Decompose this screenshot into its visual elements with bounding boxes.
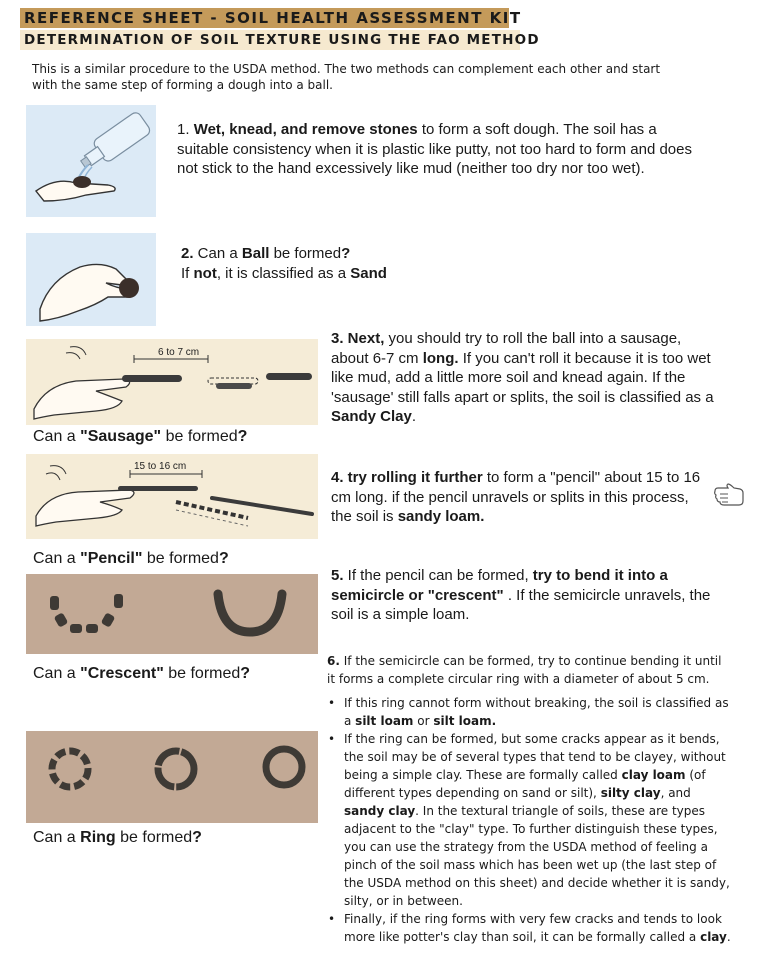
page-subtitle: DETERMINATION OF SOIL TEXTURE USING THE FAO METHOD: [20, 30, 520, 50]
bullet-clay: • Finally, if the ring forms with very few cracks and tends to look more like potter's clay than soil, it can be formally called a clay.: [328, 910, 732, 946]
hand-ball-illustration: [26, 233, 156, 326]
step-6-text: 6. If the semicircle can be formed, try to continue bending it until it forms a complete circular ring with a diameter of about 5 cm.: [327, 654, 722, 686]
step-4-text: 4. try rolling it further to form a "pencil" about 15 to 16 cm long. if the pencil unravels or splits in this process, the soil is sandy loam.: [331, 469, 701, 525]
sausage-rolling-sketch: [26, 339, 318, 425]
bullet-clay-types: • If the ring can be formed, but some cracks appear as it bends, the soil may be of several types that tend to be clayey, without being a simple clay. These are formally called clay loam (of different types depending on sand or silt), silty clay, and sandy clay. In the textural triangle of soils, these are types adjacent to the "clay" type. To further distinguish these types, you can use the strategy from the USDA method of feeling a pinch of the soil mass which has been wet up (the last step of the USDA method on this sheet) and decide whether it is sandy, silty, or in between.: [328, 730, 732, 910]
crescent-photo: [26, 574, 318, 654]
step-2-text: 2. Can a Ball be formed? If not, it is classified as a Sand: [181, 245, 387, 282]
pointing-hand-icon: [712, 481, 746, 511]
ring-photo: [26, 731, 318, 823]
page-title: REFERENCE SHEET - SOIL HEALTH ASSESSMENT KIT: [20, 8, 509, 28]
step-3-text: 3. Next, you should try to roll the ball into a sausage, about 6-7 cm long. If you can't roll it because it is too wet like mud, add a little more soil and knead again. If the 'sausage' still falls apart or splits, the soil is classified as a Sandy Clay.: [331, 330, 714, 425]
caption-ring: Can a Ring be formed?: [33, 829, 202, 846]
caption-sausage: Can a "Sausage" be formed?: [33, 428, 248, 445]
sausage-length-label: 6 to 7 cm: [158, 347, 200, 358]
step-5-text: 5. If the pencil can be formed, try to bend it into a semicircle or "crescent" . If the semicircle unravels, the soil is a simple loam.: [331, 567, 711, 623]
intro-paragraph: This is a similar procedure to the USDA method. The two methods can complement each other and start with the same step of forming a dough into a ball.: [32, 62, 661, 92]
bullet-silt-loam: • If this ring cannot form without breaking, the soil is classified as a silt loam or silt loam.: [328, 694, 732, 730]
pencil-rolling-sketch: [26, 454, 318, 539]
caption-pencil: Can a "Pencil" be formed?: [33, 550, 229, 567]
bottle-watering-illustration: [26, 105, 156, 217]
caption-crescent: Can a "Crescent" be formed?: [33, 665, 251, 682]
step-1-text: 1. Wet, knead, and remove stones to form a soft dough. The soil has a suitable consistency when it is plastic like putty, not too hard to form and does not stick to the hand excessively like mud (neither too dry nor too wet).: [177, 121, 692, 177]
classification-bullet-list: [328, 694, 732, 946]
pencil-length-label: 15 to 16 cm: [134, 461, 187, 472]
